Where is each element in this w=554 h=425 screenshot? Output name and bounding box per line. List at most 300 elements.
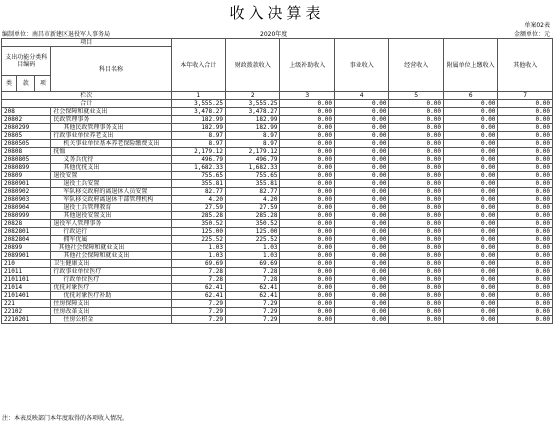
table-row <box>2 196 553 204</box>
row-zero-cell: 0.00 <box>280 236 334 244</box>
row-total: 1.03 <box>171 252 225 260</box>
col-number: 6 <box>443 92 497 100</box>
row-zero-cell: 0.00 <box>498 252 553 260</box>
row-code: 2080505 <box>2 140 51 148</box>
table-row <box>2 284 553 292</box>
row-name: 社会保障和就业支出 <box>51 108 171 116</box>
table-row <box>2 172 553 180</box>
row-fiscal: 496.79 <box>226 156 280 164</box>
row-total: 182.99 <box>171 124 225 132</box>
row-code: 2080805 <box>2 156 51 164</box>
row-zero-cell: 0.00 <box>334 116 388 124</box>
row-fiscal: 3,478.27 <box>226 108 280 116</box>
row-fiscal: 62.41 <box>226 292 280 300</box>
org-label: 编制单位：南昌市新建区退役军人事务局 <box>2 31 111 38</box>
row-fiscal: 27.59 <box>226 204 280 212</box>
table-row <box>2 292 553 300</box>
row-zero-cell: 0.00 <box>334 172 388 180</box>
row-zero-cell: 0.00 <box>389 172 443 180</box>
row-zero-cell: 0.00 <box>498 268 553 276</box>
row-zero-cell: 0.00 <box>280 228 334 236</box>
row-zero-cell: 0.00 <box>334 108 388 116</box>
row-zero-cell: 0.00 <box>389 308 443 316</box>
row-zero-cell: 0.00 <box>443 140 497 148</box>
row-name: 退役安置 <box>51 172 171 180</box>
row-zero-cell: 0.00 <box>498 300 553 308</box>
row-zero-cell: 0.00 <box>280 268 334 276</box>
total-cell: 0.00 <box>280 100 334 108</box>
row-zero-cell: 0.00 <box>389 228 443 236</box>
row-zero-cell: 0.00 <box>389 300 443 308</box>
row-code: 20805 <box>2 132 51 140</box>
row-total: 7.29 <box>171 308 225 316</box>
row-total: 125.00 <box>171 228 225 236</box>
table-row <box>2 108 553 116</box>
total-cell: 0.00 <box>389 100 443 108</box>
row-name: 住房改革支出 <box>51 308 171 316</box>
row-name: 抚恤 <box>51 148 171 156</box>
row-name: 行政事业单位养老支出 <box>51 132 171 140</box>
header-func-code: 支出功能分类科目编码 <box>2 47 51 76</box>
row-zero-cell: 0.00 <box>280 188 334 196</box>
row-zero-cell: 0.00 <box>280 180 334 188</box>
row-zero-cell: 0.00 <box>334 220 388 228</box>
row-code: 210 <box>2 260 51 268</box>
row-total: 1.03 <box>171 244 225 252</box>
row-zero-cell: 0.00 <box>334 212 388 220</box>
row-name: 其他退役安置支出 <box>51 212 171 220</box>
row-total: 7.28 <box>171 268 225 276</box>
col-number: 7 <box>498 92 553 100</box>
row-zero-cell: 0.00 <box>280 148 334 156</box>
row-code: 2101101 <box>2 276 51 284</box>
header-lei: 类 <box>2 76 17 92</box>
table-row <box>2 308 553 316</box>
row-fiscal: 285.28 <box>226 212 280 220</box>
row-zero-cell: 0.00 <box>334 140 388 148</box>
table-row <box>2 180 553 188</box>
row-code: 2080904 <box>2 204 51 212</box>
row-zero-cell: 0.00 <box>334 236 388 244</box>
row-fiscal: 69.69 <box>226 260 280 268</box>
row-name: 拥军优属 <box>51 236 171 244</box>
row-zero-cell: 0.00 <box>443 164 497 172</box>
row-code: 2101401 <box>2 292 51 300</box>
row-code: 21014 <box>2 284 51 292</box>
row-zero-cell: 0.00 <box>443 252 497 260</box>
row-zero-cell: 0.00 <box>443 108 497 116</box>
row-zero-cell: 0.00 <box>443 284 497 292</box>
row-total: 82.77 <box>171 188 225 196</box>
row-name: 机关事业单位基本养老保险缴费支出 <box>51 140 171 148</box>
row-fiscal: 2,179.12 <box>226 148 280 156</box>
row-zero-cell: 0.00 <box>280 260 334 268</box>
column-number-row <box>2 92 553 100</box>
row-zero-cell: 0.00 <box>280 132 334 140</box>
row-zero-cell: 0.00 <box>443 180 497 188</box>
row-code: 2080901 <box>2 180 51 188</box>
row-zero-cell: 0.00 <box>443 292 497 300</box>
table-row <box>2 244 553 252</box>
row-zero-cell: 0.00 <box>498 132 553 140</box>
row-zero-cell: 0.00 <box>498 228 553 236</box>
row-name: 其他社会保障和就业支出 <box>51 252 171 260</box>
row-fiscal: 7.28 <box>226 276 280 284</box>
row-zero-cell: 0.00 <box>389 284 443 292</box>
header-col-other: 其他收入 <box>498 39 553 92</box>
row-zero-cell: 0.00 <box>334 164 388 172</box>
row-fiscal: 7.29 <box>226 300 280 308</box>
col-number: 1 <box>171 92 225 100</box>
row-code: 208 <box>2 108 51 116</box>
row-fiscal: 7.29 <box>226 316 280 324</box>
row-zero-cell: 0.00 <box>389 220 443 228</box>
row-total: 8.97 <box>171 140 225 148</box>
row-code: 22102 <box>2 308 51 316</box>
row-zero-cell: 0.00 <box>498 196 553 204</box>
row-total: 350.52 <box>171 220 225 228</box>
header-row-1 <box>2 39 553 47</box>
row-zero-cell: 0.00 <box>280 316 334 324</box>
header-col-business: 事业收入 <box>334 39 388 92</box>
row-fiscal: 4.20 <box>226 196 280 204</box>
total-cell: 3,555.25 <box>226 100 280 108</box>
row-name: 其他社会保障和就业支出 <box>51 244 171 252</box>
row-fiscal: 62.41 <box>226 284 280 292</box>
row-zero-cell: 0.00 <box>389 180 443 188</box>
row-zero-cell: 0.00 <box>443 300 497 308</box>
total-cell: 0.00 <box>498 100 553 108</box>
row-name: 行政单位医疗 <box>51 276 171 284</box>
row-zero-cell: 0.00 <box>498 140 553 148</box>
row-zero-cell: 0.00 <box>443 260 497 268</box>
row-zero-cell: 0.00 <box>389 140 443 148</box>
row-zero-cell: 0.00 <box>280 124 334 132</box>
table-row <box>2 276 553 284</box>
row-zero-cell: 0.00 <box>389 188 443 196</box>
row-zero-cell: 0.00 <box>334 316 388 324</box>
row-zero-cell: 0.00 <box>389 132 443 140</box>
row-fiscal: 1.03 <box>226 244 280 252</box>
row-zero-cell: 0.00 <box>498 236 553 244</box>
row-name: 军队移交政府离退休干部管理机构 <box>51 196 171 204</box>
row-total: 7.29 <box>171 316 225 324</box>
row-name: 民政管理事务 <box>51 116 171 124</box>
row-total: 7.29 <box>171 300 225 308</box>
row-name: 优抚对象医疗补助 <box>51 292 171 300</box>
total-cell: 0.00 <box>443 100 497 108</box>
row-code: 221 <box>2 300 51 308</box>
table-row <box>2 124 553 132</box>
row-total: 285.28 <box>171 212 225 220</box>
row-zero-cell: 0.00 <box>498 164 553 172</box>
table-row <box>2 268 553 276</box>
row-code: 2080999 <box>2 212 51 220</box>
header-col-fiscal: 财政拨款收入 <box>226 39 280 92</box>
row-zero-cell: 0.00 <box>280 140 334 148</box>
table-row <box>2 316 553 324</box>
row-zero-cell: 0.00 <box>389 116 443 124</box>
row-zero-cell: 0.00 <box>443 188 497 196</box>
header-item-group: 项目 <box>2 39 172 47</box>
row-name: 住房保障支出 <box>51 300 171 308</box>
row-name: 优抚对象医疗 <box>51 284 171 292</box>
row-fiscal: 8.97 <box>226 140 280 148</box>
row-zero-cell: 0.00 <box>443 148 497 156</box>
row-zero-cell: 0.00 <box>443 196 497 204</box>
row-zero-cell: 0.00 <box>389 252 443 260</box>
row-code: 20809 <box>2 172 51 180</box>
row-zero-cell: 0.00 <box>443 268 497 276</box>
row-zero-cell: 0.00 <box>280 300 334 308</box>
row-zero-cell: 0.00 <box>334 156 388 164</box>
row-code: 2089901 <box>2 252 51 260</box>
row-code: 2080899 <box>2 164 51 172</box>
row-zero-cell: 0.00 <box>334 244 388 252</box>
row-zero-cell: 0.00 <box>280 164 334 172</box>
row-zero-cell: 0.00 <box>498 108 553 116</box>
row-name: 退役士兵安置 <box>51 180 171 188</box>
row-zero-cell: 0.00 <box>389 316 443 324</box>
table-row <box>2 228 553 236</box>
row-fiscal: 182.99 <box>226 116 280 124</box>
row-zero-cell: 0.00 <box>334 148 388 156</box>
row-zero-cell: 0.00 <box>498 180 553 188</box>
col-number: 3 <box>280 92 334 100</box>
row-zero-cell: 0.00 <box>498 284 553 292</box>
table-row <box>2 236 553 244</box>
table-row <box>2 252 553 260</box>
row-zero-cell: 0.00 <box>389 156 443 164</box>
row-fiscal: 182.99 <box>226 124 280 132</box>
header-col-affiliate: 附属单位上缴收入 <box>443 39 497 92</box>
row-zero-cell: 0.00 <box>280 284 334 292</box>
row-zero-cell: 0.00 <box>334 268 388 276</box>
row-fiscal: 1,682.33 <box>226 164 280 172</box>
row-zero-cell: 0.00 <box>389 268 443 276</box>
header-col-superior: 上级补助收入 <box>280 39 334 92</box>
row-name: 住房公积金 <box>51 316 171 324</box>
row-zero-cell: 0.00 <box>443 156 497 164</box>
row-name: 义务兵优待 <box>51 156 171 164</box>
row-zero-cell: 0.00 <box>389 148 443 156</box>
row-zero-cell: 0.00 <box>334 300 388 308</box>
header-col-total: 本年收入合计 <box>171 39 225 92</box>
row-zero-cell: 0.00 <box>334 276 388 284</box>
row-zero-cell: 0.00 <box>498 316 553 324</box>
row-total: 2,179.12 <box>171 148 225 156</box>
row-fiscal: 355.81 <box>226 180 280 188</box>
row-name: 其他优抚支出 <box>51 164 171 172</box>
row-code: 20899 <box>2 244 51 252</box>
row-total: 62.41 <box>171 284 225 292</box>
table-row <box>2 204 553 212</box>
header-col-operating: 经营收入 <box>389 39 443 92</box>
row-code: 2210201 <box>2 316 51 324</box>
header-lanci: 栏次 <box>2 92 172 100</box>
row-total: 8.97 <box>171 132 225 140</box>
row-zero-cell: 0.00 <box>334 260 388 268</box>
row-code: 20808 <box>2 148 51 156</box>
row-name: 卫生健康支出 <box>51 260 171 268</box>
row-zero-cell: 0.00 <box>443 132 497 140</box>
row-zero-cell: 0.00 <box>334 132 388 140</box>
row-zero-cell: 0.00 <box>280 196 334 204</box>
row-zero-cell: 0.00 <box>389 124 443 132</box>
row-name: 其他民政管理事务支出 <box>51 124 171 132</box>
total-cell: 3,555.25 <box>171 100 225 108</box>
row-zero-cell: 0.00 <box>280 108 334 116</box>
row-zero-cell: 0.00 <box>498 148 553 156</box>
table-row <box>2 156 553 164</box>
total-cell: 0.00 <box>334 100 388 108</box>
row-total: 7.28 <box>171 276 225 284</box>
row-zero-cell: 0.00 <box>334 124 388 132</box>
row-zero-cell: 0.00 <box>443 276 497 284</box>
row-zero-cell: 0.00 <box>498 260 553 268</box>
row-zero-cell: 0.00 <box>443 212 497 220</box>
row-fiscal: 125.00 <box>226 228 280 236</box>
col-number: 4 <box>334 92 388 100</box>
table-row <box>2 164 553 172</box>
row-zero-cell: 0.00 <box>389 204 443 212</box>
row-zero-cell: 0.00 <box>443 308 497 316</box>
row-zero-cell: 0.00 <box>498 204 553 212</box>
meta-line <box>2 29 550 37</box>
row-name: 军队移交政府的离退休人员安置 <box>51 188 171 196</box>
year-label: 2020年度 <box>260 31 288 38</box>
total-row <box>2 100 553 108</box>
row-zero-cell: 0.00 <box>443 116 497 124</box>
row-zero-cell: 0.00 <box>280 220 334 228</box>
row-zero-cell: 0.00 <box>443 236 497 244</box>
row-zero-cell: 0.00 <box>389 292 443 300</box>
row-zero-cell: 0.00 <box>334 308 388 316</box>
row-zero-cell: 0.00 <box>280 252 334 260</box>
row-total: 69.69 <box>171 260 225 268</box>
row-fiscal: 82.77 <box>226 188 280 196</box>
row-zero-cell: 0.00 <box>389 212 443 220</box>
row-zero-cell: 0.00 <box>389 276 443 284</box>
row-zero-cell: 0.00 <box>498 212 553 220</box>
col-number: 2 <box>226 92 280 100</box>
row-total: 182.99 <box>171 116 225 124</box>
row-zero-cell: 0.00 <box>280 212 334 220</box>
table-row <box>2 188 553 196</box>
row-zero-cell: 0.00 <box>280 116 334 124</box>
row-zero-cell: 0.00 <box>334 292 388 300</box>
footnote: 注：本表反映部门本年度取得的各项收入情况。 <box>2 415 129 422</box>
table-row <box>2 140 553 148</box>
header-kuan: 款 <box>17 76 35 92</box>
row-fiscal: 8.97 <box>226 132 280 140</box>
row-total: 496.79 <box>171 156 225 164</box>
table-row <box>2 116 553 124</box>
row-fiscal: 225.52 <box>226 236 280 244</box>
row-zero-cell: 0.00 <box>389 260 443 268</box>
row-zero-cell: 0.00 <box>443 316 497 324</box>
row-zero-cell: 0.00 <box>280 204 334 212</box>
table-row <box>2 260 553 268</box>
row-fiscal: 350.52 <box>226 220 280 228</box>
row-zero-cell: 0.00 <box>334 228 388 236</box>
row-zero-cell: 0.00 <box>389 236 443 244</box>
row-zero-cell: 0.00 <box>389 108 443 116</box>
row-code: 2082804 <box>2 236 51 244</box>
row-name: 行政运行 <box>51 228 171 236</box>
row-fiscal: 755.65 <box>226 172 280 180</box>
row-zero-cell: 0.00 <box>280 244 334 252</box>
header-xiang: 项 <box>35 76 51 92</box>
row-name: 退役士兵管理教育 <box>51 204 171 212</box>
row-zero-cell: 0.00 <box>443 244 497 252</box>
table-row <box>2 212 553 220</box>
table-row <box>2 300 553 308</box>
row-zero-cell: 0.00 <box>280 172 334 180</box>
row-zero-cell: 0.00 <box>334 252 388 260</box>
row-zero-cell: 0.00 <box>389 244 443 252</box>
row-zero-cell: 0.00 <box>280 276 334 284</box>
row-zero-cell: 0.00 <box>334 188 388 196</box>
header-item-name: 科目名称 <box>51 47 171 92</box>
row-zero-cell: 0.00 <box>498 124 553 132</box>
row-zero-cell: 0.00 <box>443 228 497 236</box>
row-zero-cell: 0.00 <box>498 116 553 124</box>
table-row <box>2 220 553 228</box>
row-code: 2080902 <box>2 188 51 196</box>
row-zero-cell: 0.00 <box>498 156 553 164</box>
row-zero-cell: 0.00 <box>498 292 553 300</box>
income-table <box>1 38 553 324</box>
row-zero-cell: 0.00 <box>389 196 443 204</box>
row-zero-cell: 0.00 <box>498 276 553 284</box>
row-code: 21011 <box>2 268 51 276</box>
row-total: 355.81 <box>171 180 225 188</box>
row-zero-cell: 0.00 <box>498 172 553 180</box>
row-name: 行政事业单位医疗 <box>51 268 171 276</box>
row-code: 2082801 <box>2 228 51 236</box>
row-total: 3,478.27 <box>171 108 225 116</box>
row-zero-cell: 0.00 <box>389 164 443 172</box>
page-title: 收入决算表 <box>229 4 325 22</box>
row-total: 755.65 <box>171 172 225 180</box>
money-unit-label: 金额单位：元 <box>513 31 550 38</box>
row-zero-cell: 0.00 <box>334 180 388 188</box>
table-row <box>2 148 553 156</box>
row-zero-cell: 0.00 <box>334 284 388 292</box>
row-code: 20802 <box>2 116 51 124</box>
col-number: 5 <box>389 92 443 100</box>
row-zero-cell: 0.00 <box>280 292 334 300</box>
row-code: 20828 <box>2 220 51 228</box>
row-zero-cell: 0.00 <box>498 308 553 316</box>
row-zero-cell: 0.00 <box>443 124 497 132</box>
row-fiscal: 7.28 <box>226 268 280 276</box>
row-zero-cell: 0.00 <box>498 188 553 196</box>
form-number: 单案02表 <box>524 22 550 29</box>
row-total: 27.59 <box>171 204 225 212</box>
row-zero-cell: 0.00 <box>443 172 497 180</box>
row-zero-cell: 0.00 <box>280 308 334 316</box>
row-fiscal: 1.03 <box>226 252 280 260</box>
row-zero-cell: 0.00 <box>280 156 334 164</box>
row-total: 4.20 <box>171 196 225 204</box>
row-code: 2080299 <box>2 124 51 132</box>
row-total: 225.52 <box>171 236 225 244</box>
row-name: 退役军人管理事务 <box>51 220 171 228</box>
row-total: 62.41 <box>171 292 225 300</box>
row-zero-cell: 0.00 <box>334 196 388 204</box>
